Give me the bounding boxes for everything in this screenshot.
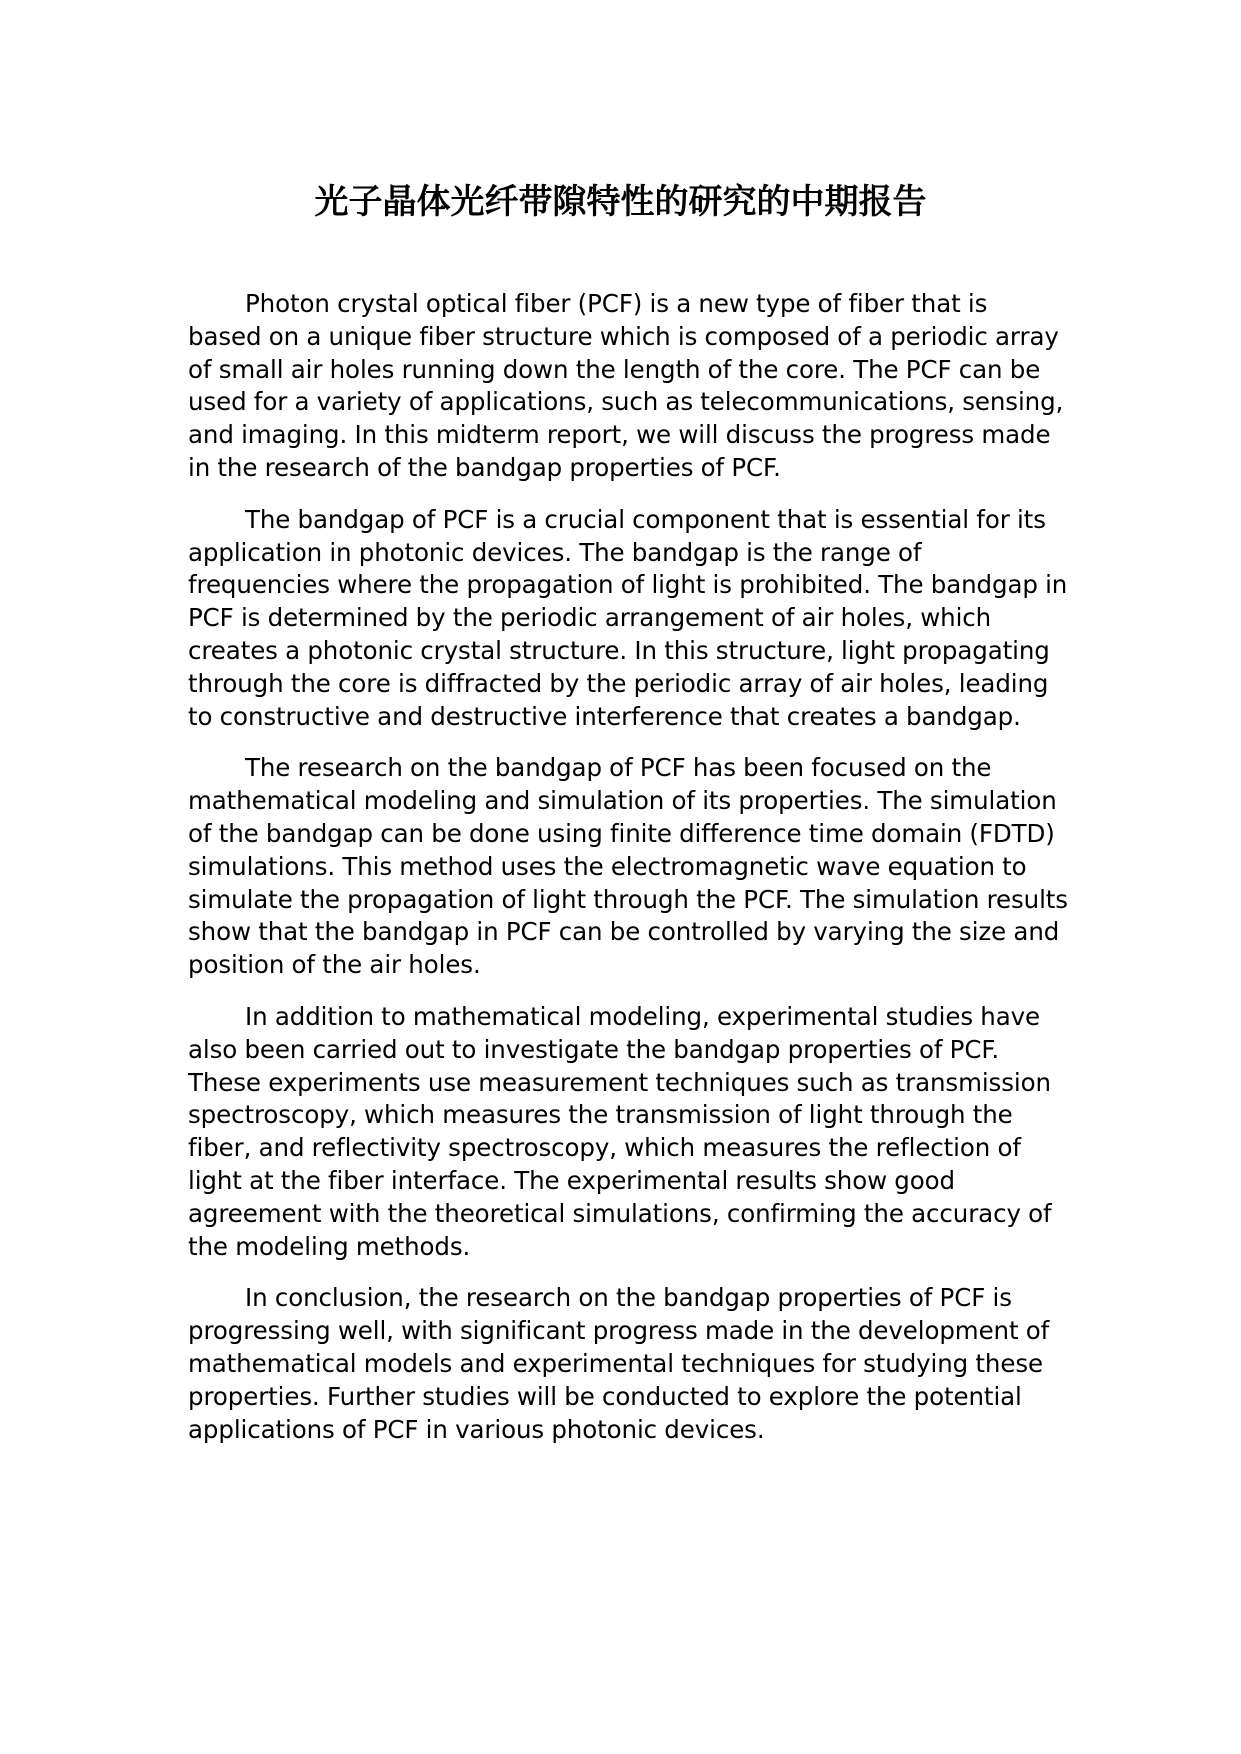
- paragraph-experimental-studies: In addition to mathematical modeling, experimental studies have also been carried out to investigate the bandgap properties of PCF. These experiments use measurement techniques such as transmission spectroscopy, which measures the transmission of light through the fiber, and reflectivity spectroscopy, which measures the reflection of light at the fiber interface. The experimental results show good agreement with the theoretical simulations, confirming the accuracy of the modeling methods.: [188, 1001, 1052, 1261]
- document-title: 光子晶体光纤带隙特性的研究的中期报告: [314, 182, 927, 222]
- paragraph-conclusion: In conclusion, the research on the bandgap properties of PCF is progressing well, with significant progress made in the development of mathematical models and experimental techniques for studying these properties. Further studies will be conducted to explore the potential applications of PCF in various photonic devices.: [188, 1283, 1050, 1444]
- paragraph-modeling-simulation: The research on the bandgap of PCF has been focused on the mathematical modeling and simulation of its properties. The simulation of the bandgap can be done using finite difference time domain (FDTD) simulations. This method uses the electromagnetic wave equation to simulate the propagation of light through the PCF. The simulation results show that the bandgap in PCF can be controlled by varying the size and position of the air holes.: [188, 753, 1068, 980]
- paragraph-bandgap-definition: The bandgap of PCF is a crucial component that is essential for its application in photonic devices. The bandgap is the range of frequencies where the propagation of light is prohibited. The bandgap in PCF is determined by the periodic arrangement of air holes, which creates a photonic crystal structure. In this structure, light propagating through the core is diffracted by the periodic array of air holes, leading to constructive and destructive interference that creates a bandgap.: [188, 504, 1068, 731]
- document-body: [188, 288, 1068, 1465]
- paragraph-introduction: Photon crystal optical fiber (PCF) is a new type of fiber that is based on a unique fiber structure which is composed of a periodic array of small air holes running down the length of the core. The PCF can be used for a variety of applications, such as telecommunications, sensing, and imaging. In this midterm report, we will discuss the progress made in the research of the bandgap properties of PCF.: [188, 289, 1064, 482]
